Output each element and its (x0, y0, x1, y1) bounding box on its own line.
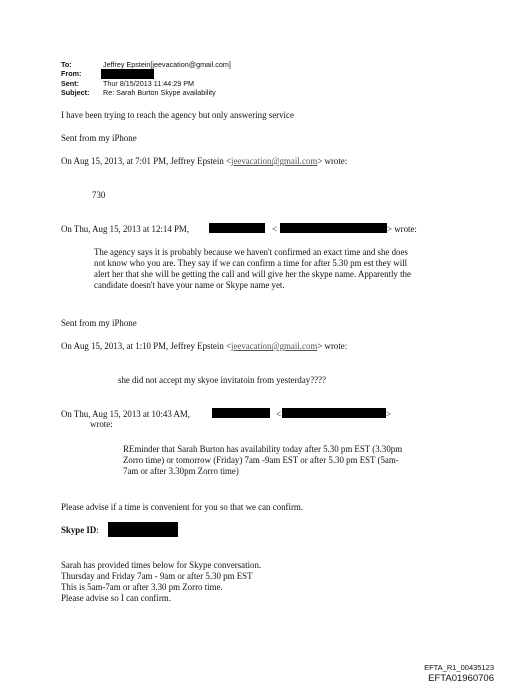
times-line-4: Please advise so I can confirm. (61, 593, 171, 603)
quote-header-4-gt: > (386, 409, 392, 419)
from-label: From: (61, 69, 82, 78)
sent-from-iphone-2: Sent from my iPhone (61, 318, 137, 328)
quote-header-4-prefix: On Thu, Aug 15, 2013 at 10:43 AM, (61, 409, 191, 419)
reminder-paragraph: REminder that Sarah Burton has availability today after 5.30 pm EST (3.30pm Zorro time) or tomorrow (Friday) 7am -9am EST or after 5.30 pm EST (5am-7am or after 3.30pm Zorro time) (123, 444, 403, 476)
please-advise-line: Please advise if a time is convenient for you so that we can confirm. (61, 502, 304, 512)
quote-header-4-lt: < (276, 409, 282, 419)
quote-header-2-lt: < (272, 224, 278, 234)
quote-4-email-redaction (282, 408, 386, 418)
quote-2-email-redaction (280, 223, 387, 233)
skype-id-colon: : (96, 525, 99, 535)
agency-paragraph: The agency says it is probably because we haven't confirmed an exact time and she does not know who you are. They say if we can confirm a time for after 5.30 pm est they will alert her that she will be getting the call and will give her the skype name. Apparently the candidate doesn't have your name or Skype name yet. (94, 247, 411, 290)
footer-id-2: EFTA01960706 (428, 673, 494, 684)
times-line-1: Sarah has provided times below for Skype conversation. (61, 560, 262, 570)
quote-header-1-suffix: > wrote: (317, 156, 348, 166)
to-label: To: (61, 60, 72, 69)
from-redaction (101, 69, 154, 79)
quote-header-4-wrote: wrote: (90, 419, 113, 429)
skype-id-label (61, 525, 99, 536)
sent-label: Sent: (61, 79, 79, 88)
quote-4-name-redaction (212, 408, 270, 418)
times-line-3: This is 5am-7am or after 3.30 pm Zorro time. (61, 582, 223, 592)
sent-value: Thur 8/15/2013 11:44:29 PM (103, 79, 194, 88)
quote-header-3-prefix: On Aug 15, 2013, at 1:10 PM, Jeffrey Epstein < (61, 341, 232, 351)
quote-header-2-suffix: > wrote: (387, 224, 417, 234)
subject-label: Subject: (61, 88, 90, 97)
quote-header-3-suffix: > wrote: (317, 341, 348, 351)
sent-from-iphone-1: Sent from my iPhone (61, 133, 137, 143)
skype-id-label-text: Skype ID (61, 525, 97, 535)
body-line-1: I have been trying to reach the agency but only answering service (61, 110, 294, 120)
quote-header-3 (61, 341, 347, 352)
email-link-2[interactable]: jeevacation@gmail.com (231, 341, 318, 351)
quote-header-1-prefix: On Aug 15, 2013, at 7:01 PM, Jeffrey Epstein < (61, 156, 232, 166)
message-730: 730 (92, 190, 106, 200)
times-line-2: Thursday and Friday 7am - 9am or after 5.30 pm EST (61, 571, 253, 581)
skype-id-redaction (108, 522, 178, 537)
quote-header-2-prefix: On Thu, Aug 15, 2013 at 12:14 PM, (61, 224, 190, 234)
subject-value: Re: Sarah Burton Skype availability (103, 88, 216, 97)
to-value: Jeffrey Epstein[jeevacation@gmail.com] (103, 60, 231, 69)
footer-id-1: EFTA_R1_00435123 (424, 663, 494, 672)
quote-2-name-redaction (209, 223, 265, 233)
email-link-1[interactable]: jeevacation@gmail.com (231, 156, 318, 166)
quote-header-1 (61, 156, 347, 167)
skype-invitation-message: she did not accept my skyoe invitatoin from yesterday???? (118, 375, 326, 385)
